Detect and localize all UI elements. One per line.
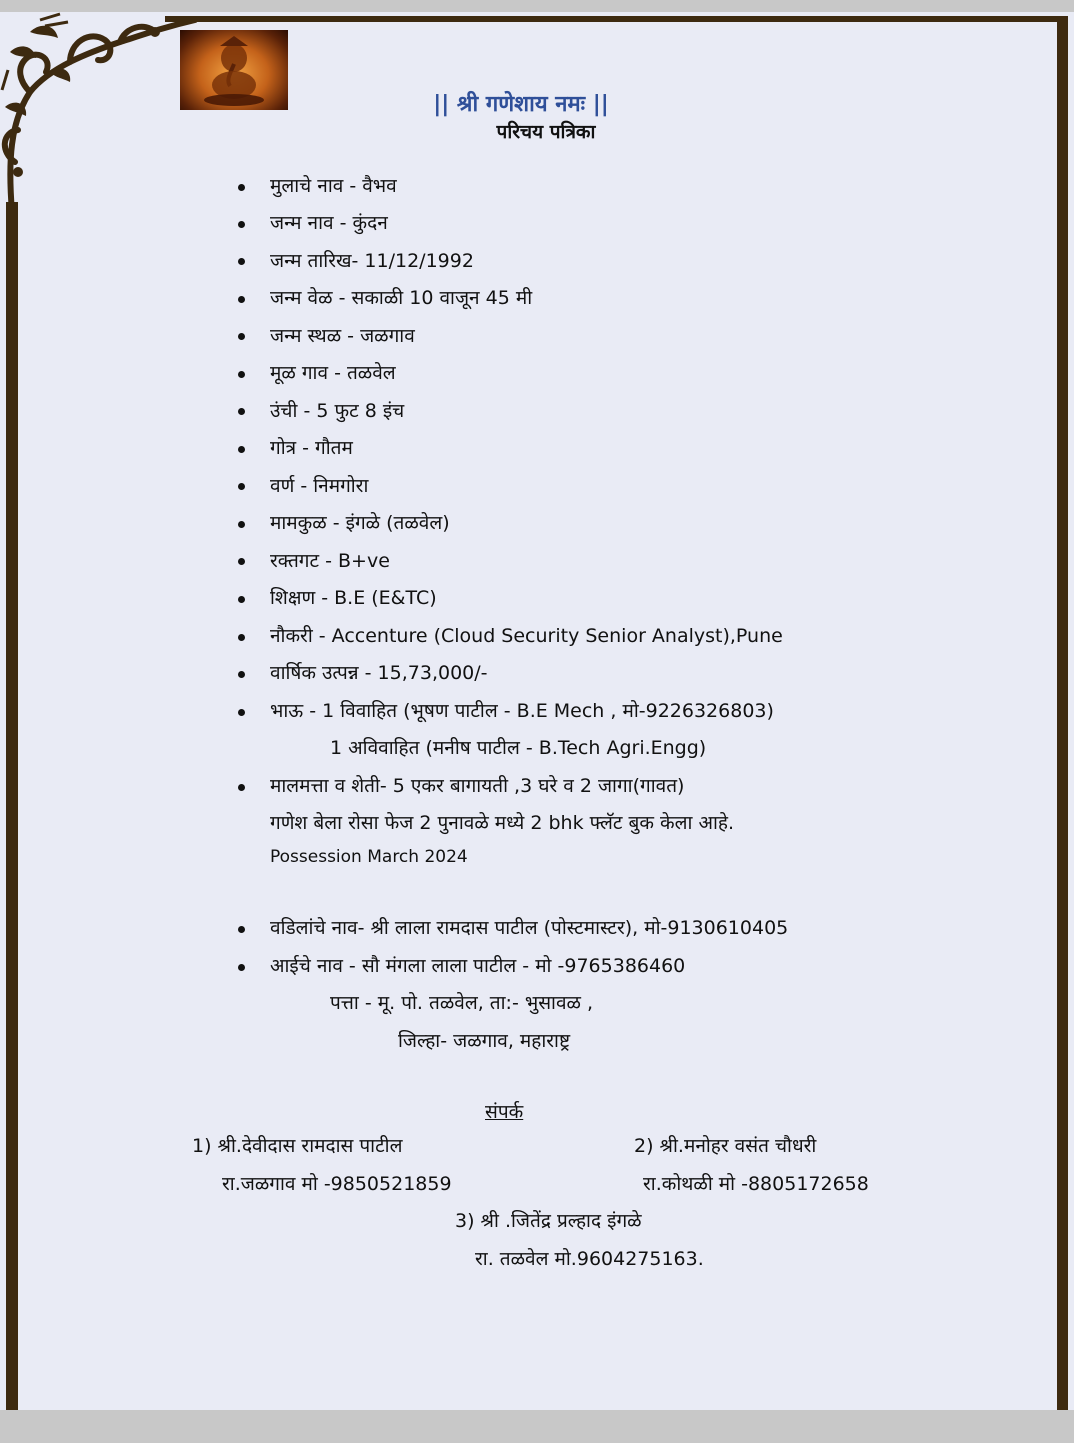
detail-brother-unmarried: 1 अविवाहित (मनीष पाटील - B.Tech Agri.Engg) [330, 737, 707, 759]
detail-height: उंची - 5 फुट 8 इंच [270, 400, 405, 422]
detail-birth-time: जन्म वेळ - सकाळी 10 वाजून 45 मी [270, 287, 533, 309]
contact-1-name: 1) श्री.देवीदास रामदास पाटील [192, 1135, 403, 1157]
contact-1-phone: रा.जळगाव मो -9850521859 [222, 1173, 452, 1195]
contacts-heading: संपर्क [485, 1101, 524, 1123]
contact-3-phone: रा. तळवेल मो.9604275163. [475, 1248, 704, 1270]
contact-3-name: 3) श्री .जितेंद्र प्रल्हाद इंगळे [455, 1210, 642, 1232]
address-line-2: जिल्हा- जळगाव, महाराष्ट्र [398, 1030, 571, 1052]
contact-2-name: 2) श्री.मनोहर वसंत चौधरी [634, 1135, 817, 1157]
detail-gotra: गोत्र - गौतम [270, 437, 353, 459]
detail-mother: आईचे नाव - सौ मंगला लाला पाटील - मो -9765386460 [270, 955, 686, 977]
contacts-section [0, 12, 1074, 1410]
detail-birth-place: जन्म स्थळ - जळगाव [270, 325, 415, 347]
invocation-text: || श्री गणेशाय नमः || [433, 92, 609, 117]
detail-annual-income: वार्षिक उत्पन्न - 15,73,000/- [270, 662, 488, 684]
biodata-page [0, 12, 1074, 1410]
detail-mamkul: मामकुळ - इंगळे (तळवेल) [270, 512, 450, 534]
contact-2-phone: रा.कोथळी मो -8805172658 [643, 1173, 869, 1195]
detail-birth-name: जन्म नाव - कुंदन [270, 212, 388, 234]
address-line-1: पत्ता - मू. पो. तळवेल, ता:- भुसावळ , [330, 992, 594, 1014]
detail-property: मालमत्ता व शेती- 5 एकर बागायती ,3 घरे व 2 जागा(गावत) [270, 775, 685, 797]
detail-father: वडिलांचे नाव- श्री लाला रामदास पाटील (पोस्टमास्टर), मो-9130610405 [270, 917, 789, 939]
detail-brother-married: भाऊ - 1 विवाहित (भूषण पाटील - B.E Mech , मो-9226326803) [270, 700, 774, 722]
detail-complexion: वर्ण - निमगोरा [270, 475, 369, 497]
detail-name: मुलाचे नाव - वैभव [270, 175, 397, 197]
page-title: परिचय पत्रिका [496, 121, 596, 143]
detail-possession: Possession March 2024 [270, 847, 468, 867]
detail-blood-group: रक्तगट - B+ve [270, 550, 390, 572]
detail-education: शिक्षण - B.E (E&TC) [270, 587, 437, 609]
detail-flat: गणेश बेला रोसा फेज 2 पुनावळे मध्ये 2 bhk फ्लॅट बुक केला आहे. [270, 812, 735, 834]
detail-birth-date: जन्म तारिख- 11/12/1992 [270, 250, 474, 272]
detail-native-village: मूळ गाव - तळवेल [270, 362, 396, 384]
detail-job: नौकरी - Accenture (Cloud Security Senior Analyst),Pune [270, 625, 783, 647]
